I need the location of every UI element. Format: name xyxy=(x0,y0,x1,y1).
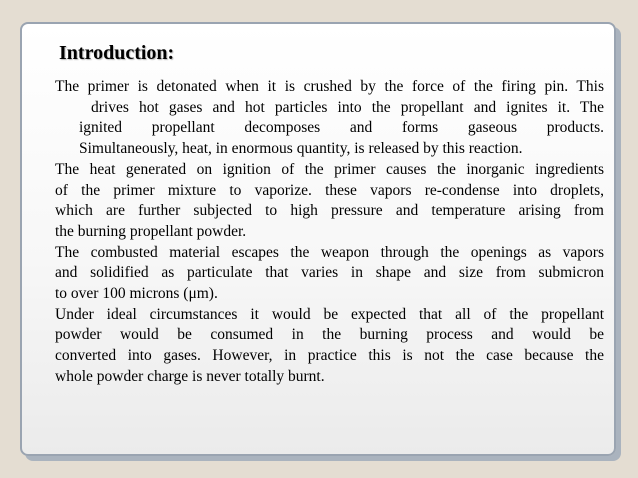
paragraph-line: and solidified as particulate that varies in shape and size from submicron xyxy=(55,264,604,282)
paragraph-ideal-circumstances xyxy=(55,305,604,388)
paragraph-line: to over 100 microns (μm). xyxy=(55,285,218,303)
paragraph-line: The heat generated on ignition of the primer causes the inorganic ingredients xyxy=(55,160,604,178)
slide-body xyxy=(55,77,604,388)
paragraph-line: the burning propellant powder. xyxy=(55,222,247,240)
paragraph-primer-detonation xyxy=(55,77,604,160)
paragraph-line: ignited propellant decomposes and forms gaseous products. xyxy=(79,119,604,137)
paragraph-line: converted into gases. However, in practice this is not the case because the xyxy=(55,347,604,365)
paragraph-heat-generated xyxy=(55,160,604,243)
paragraph-line: The combusted material escapes the weapon through the openings as vapors xyxy=(55,243,604,261)
slide-title: Introduction: xyxy=(59,42,175,64)
paragraph-line: Under ideal circumstances it would be expected that all of the propellant xyxy=(55,305,604,323)
paragraph-line: Simultaneously, heat, in enormous quantity, is released by this reaction. xyxy=(79,140,523,158)
paragraph-line: whole powder charge is never totally burnt. xyxy=(55,367,325,385)
paragraph-combusted-material xyxy=(55,243,604,305)
paragraph-line: of the primer mixture to vaporize. these vapors re-condense into droplets, xyxy=(55,181,604,199)
paragraph-line: which are further subjected to high pressure and temperature arising from xyxy=(55,202,604,220)
paragraph-line: drives hot gases and hot particles into the propellant and ignites it. The xyxy=(91,98,604,116)
paragraph-line: The primer is detonated when it is crushed by the force of the firing pin. This xyxy=(55,78,604,95)
paragraph-line: powder would be consumed in the burning process and would be xyxy=(55,326,604,344)
